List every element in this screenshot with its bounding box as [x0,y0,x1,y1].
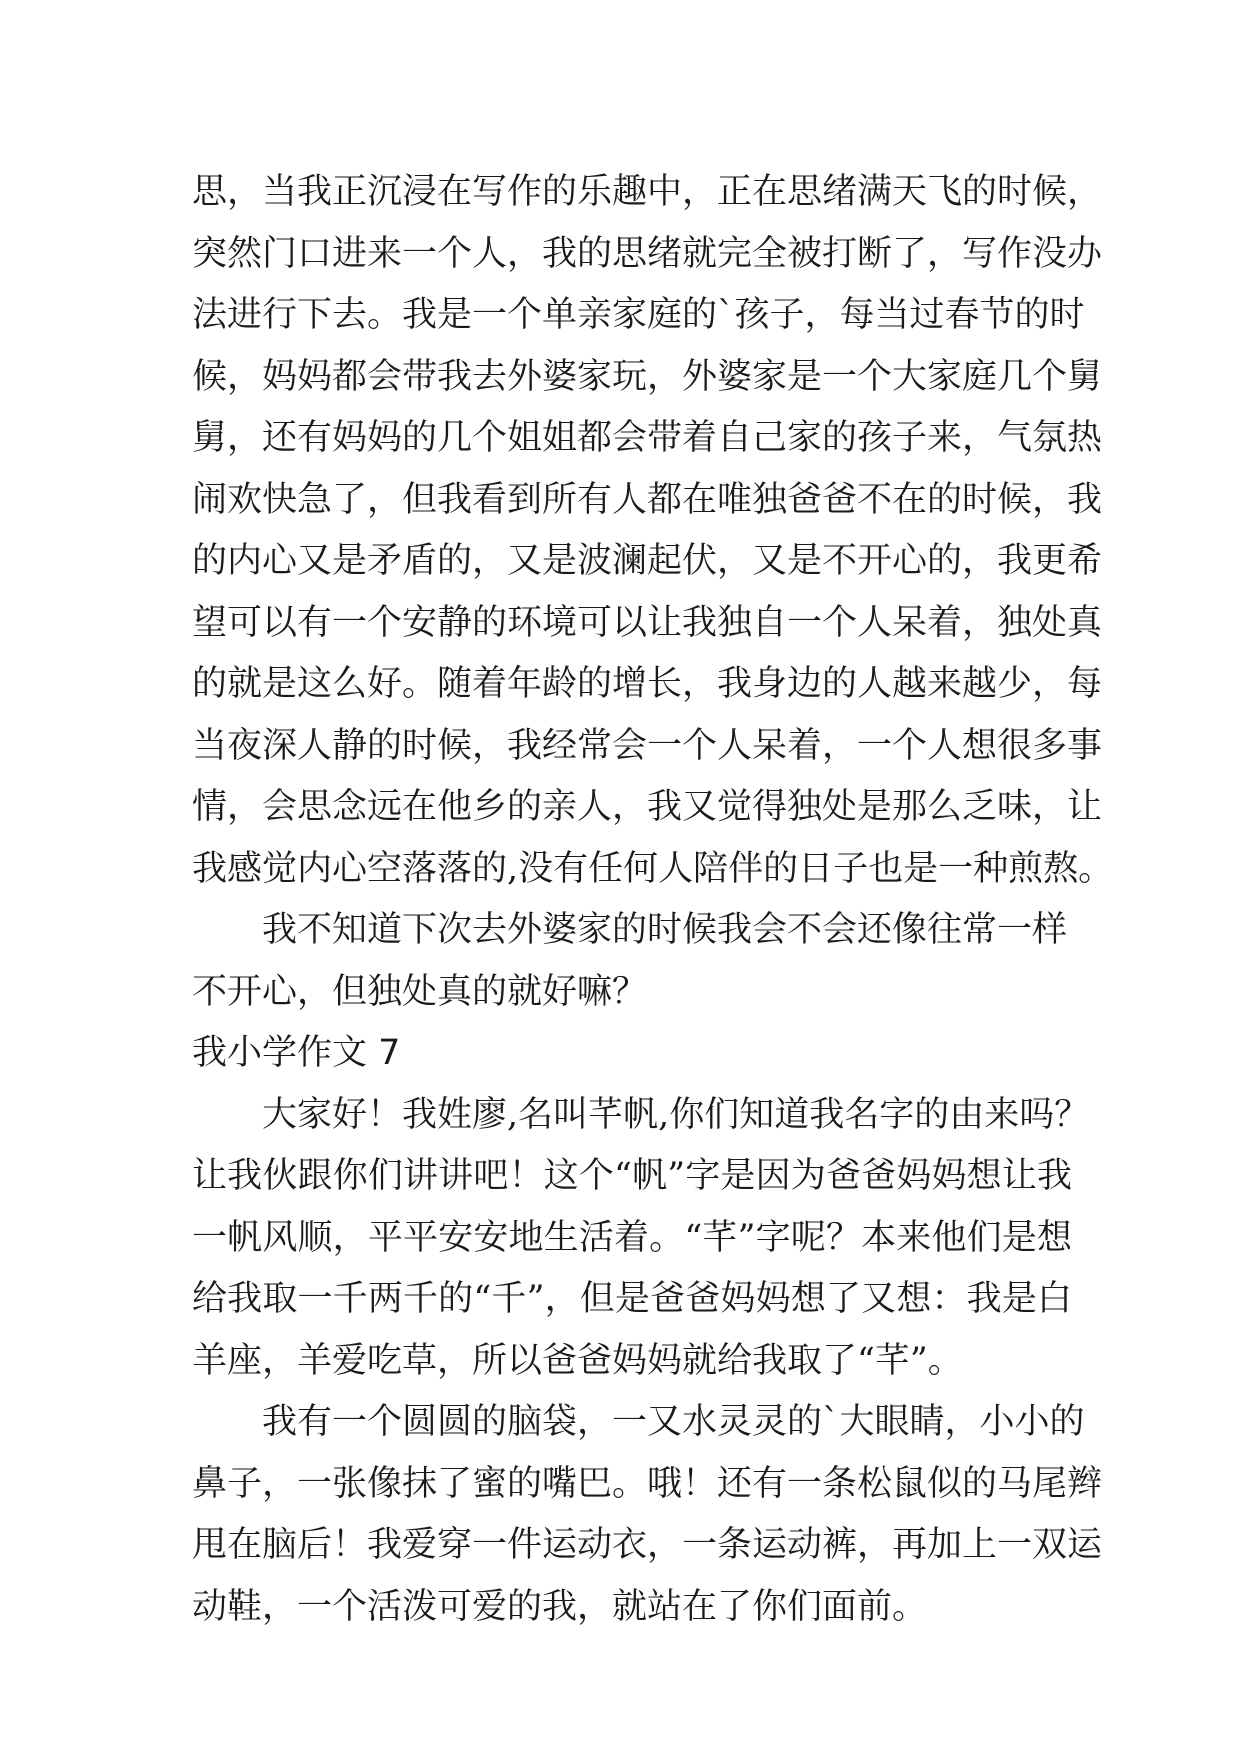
text-line: 法进行下去。我是一个单亲家庭的`孩子，每当过春节的时 [192,295,1085,335]
text-line: 候，妈妈都会带我去外婆家玩，外婆家是一个大家庭几个舅 [192,356,1103,397]
text-line: 让我伙跟你们讲讲吧！这个“帆”字是因为爸爸妈妈想让我 [192,1156,1072,1196]
text-line: 不开心，但独处真的就好嘛？ [192,971,648,1012]
section-heading: 我小学作文 7 [192,1033,401,1073]
text-line: 舅，还有妈妈的几个姐姐都会带着自己家的孩子来，气氛热 [192,418,1103,458]
text-line: 我不知道下次去外婆家的时候我会不会还像往常一样 [192,910,1068,950]
text-line: 的内心又是矛盾的，又是波澜起伏，又是不开心的，我更希 [192,541,1103,581]
text-line: 羊座，羊爱吃草，所以爸爸妈妈就给我取了“芊”。 [192,1340,963,1381]
essay-body [192,162,1114,1638]
text-line: 鼻子，一张像抹了蜜的嘴巴。哦！还有一条松鼠似的马尾辫 [192,1463,1103,1504]
text-line: 甩在脑后！我爱穿一件运动衣，一条运动裤，再加上一双运 [192,1525,1103,1565]
text-line: 一帆风顺，平平安安地生活着。“芊”字呢？本来他们是想 [192,1217,1072,1258]
text-line: 突然门口进来一个人，我的思绪就完全被打断了，写作没办 [192,233,1103,274]
text-line: 思，当我正沉浸在写作的乐趣中，正在思绪满天飞的时候， [192,172,1103,212]
text-line: 动鞋，一个活泼可爱的我，就站在了你们面前。 [192,1586,928,1627]
text-line: 大家好！我姓廖,名叫芊帆,你们知道我名字的由来吗？ [192,1094,1090,1135]
text-line: 给我取一千两千的“千”，但是爸爸妈妈想了又想：我是白 [192,1279,1072,1319]
text-line: 当夜深人静的时候，我经常会一个人呆着，一个人想很多事 [192,725,1103,766]
text-line: 闹欢快急了，但我看到所有人都在唯独爸爸不在的时候，我 [192,479,1103,520]
text-line: 情，会思念远在他乡的亲人，我又觉得独处是那么乏味，让 [192,787,1103,827]
text-line: 望可以有一个安静的环境可以让我独自一个人呆着，独处真 [192,602,1103,643]
text-line: 的就是这么好。随着年龄的增长，我身边的人越来越少，每 [192,664,1103,704]
text-line: 我感觉内心空落落的,没有任何人陪伴的日子也是一种煎熬。 [192,848,1114,889]
text-line: 我有一个圆圆的脑袋，一又水灵灵的`大眼睛，小小的 [192,1402,1085,1442]
